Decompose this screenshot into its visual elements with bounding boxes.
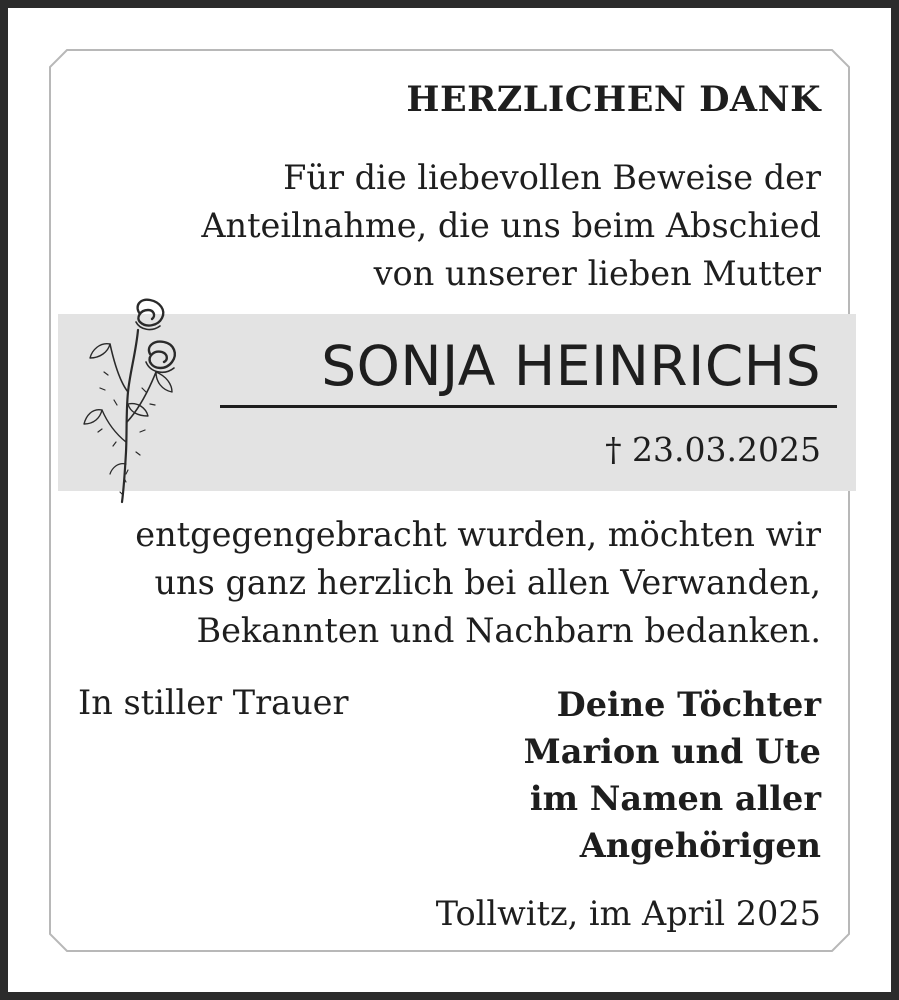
intro-line: von unserer lieben Mutter <box>373 254 821 293</box>
death-date: † 23.03.2025 <box>605 430 821 469</box>
signer-line: Angehörigen <box>579 826 821 865</box>
name-underline <box>220 405 837 408</box>
thanks-line: uns ganz herzlich bei allen Verwanden, <box>154 563 821 602</box>
mourning-label: In stiller Trauer <box>78 683 349 722</box>
rose-illustration <box>80 292 190 506</box>
notice-heading: HERZLICHEN DANK <box>406 79 821 120</box>
deceased-name: SONJA HEINRICHS <box>321 334 821 398</box>
signer-line: Deine Töchter <box>556 685 821 724</box>
intro-line: Für die liebevollen Beweise der <box>283 158 821 197</box>
intro-text <box>201 154 821 298</box>
thanks-line: Bekannten und Nachbarn bedanken. <box>196 611 821 650</box>
thanks-text <box>135 511 821 655</box>
thanks-line: entgegengebracht wurden, möchten wir <box>135 515 821 554</box>
signer-line: Marion und Ute <box>523 732 821 771</box>
intro-line: Anteilnahme, die uns beim Abschied <box>201 206 821 245</box>
signers-block <box>524 681 821 869</box>
signer-line: im Namen aller <box>529 779 821 818</box>
place-and-date: Tollwitz, im April 2025 <box>435 894 821 933</box>
